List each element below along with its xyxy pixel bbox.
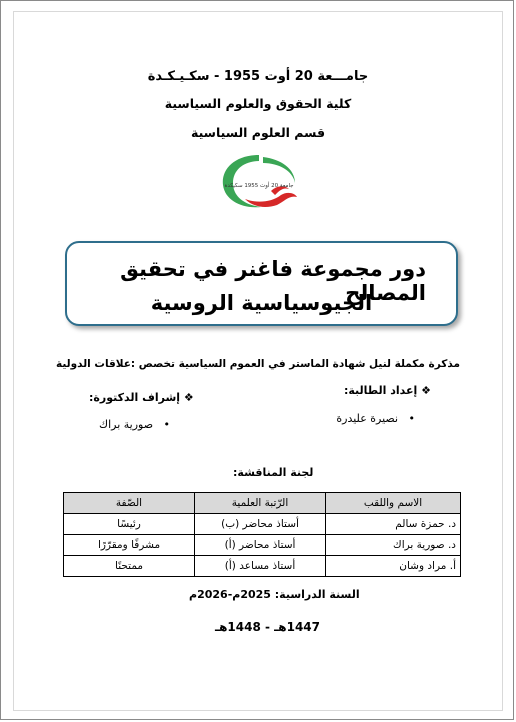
thesis-title-line-2: الجيوسياسية الروسية bbox=[150, 291, 373, 315]
university-name: جامـــعة 20 أوت 1955 - سكـيـكـدة bbox=[147, 69, 369, 84]
member-name: د. صورية براك bbox=[326, 535, 461, 556]
dot-bullet-icon: • bbox=[398, 412, 415, 425]
logo-text: جامعة 20 أوت 1955 سكيكدة bbox=[224, 183, 294, 189]
member-name: أ. مراد وشان bbox=[326, 556, 461, 577]
academic-year: السنة الدراسية: 2025م-2026م bbox=[189, 588, 360, 601]
committee-title: لجنة المناقشة: bbox=[233, 466, 314, 479]
dot-bullet-icon: • bbox=[153, 418, 171, 431]
member-role: مشرفًا ومقرّرًا bbox=[64, 535, 195, 556]
member-name: د. حمزة سالم bbox=[326, 514, 461, 535]
member-rank: أستاذ محاضر (ب) bbox=[195, 514, 326, 535]
diamond-bullet-icon: ❖ bbox=[180, 391, 194, 404]
student-name-row bbox=[336, 412, 415, 425]
thesis-title-box bbox=[65, 241, 458, 326]
supervisor-label: إشراف الدكتورة: bbox=[89, 391, 181, 404]
supervisor-label-row bbox=[89, 391, 194, 404]
university-logo bbox=[215, 151, 303, 213]
thesis-title-line-1: دور مجموعة فاغنر في تحقيق المصالح bbox=[120, 257, 426, 305]
member-role: رئيسًا bbox=[64, 514, 195, 535]
header-rank: الرّتبة العلمية bbox=[195, 493, 326, 514]
committee-table bbox=[63, 492, 461, 577]
table-header-row bbox=[64, 493, 461, 514]
hijri-year: 1447هـ - 1448هـ bbox=[215, 620, 320, 634]
table-row bbox=[64, 556, 461, 577]
table-row bbox=[64, 535, 461, 556]
diamond-bullet-icon: ❖ bbox=[417, 384, 431, 397]
table-row bbox=[64, 514, 461, 535]
student-name: نصيرة عليدرة bbox=[336, 412, 399, 425]
supervisor-name: صورية براك bbox=[99, 418, 154, 431]
student-label-row bbox=[344, 384, 431, 397]
header-role: الصّفة bbox=[64, 493, 195, 514]
student-label: إعداد الطالبة: bbox=[343, 384, 418, 397]
member-rank: أستاذ محاضر (أ) bbox=[195, 535, 326, 556]
memo-description: مذكرة مكملة لنيل شهادة الماستر في العموم السياسية تخصص :علاقات الدولية bbox=[56, 358, 460, 370]
faculty-name: كلية الحقوق والعلوم السياسية bbox=[164, 96, 352, 111]
header-name: الاسم واللقب bbox=[326, 493, 461, 514]
member-role: ممتحنًا bbox=[64, 556, 195, 577]
department-name: قسم العلوم السياسية bbox=[190, 125, 325, 140]
member-rank: أستاذ مساعد (أ) bbox=[195, 556, 326, 577]
supervisor-name-row bbox=[99, 418, 170, 431]
